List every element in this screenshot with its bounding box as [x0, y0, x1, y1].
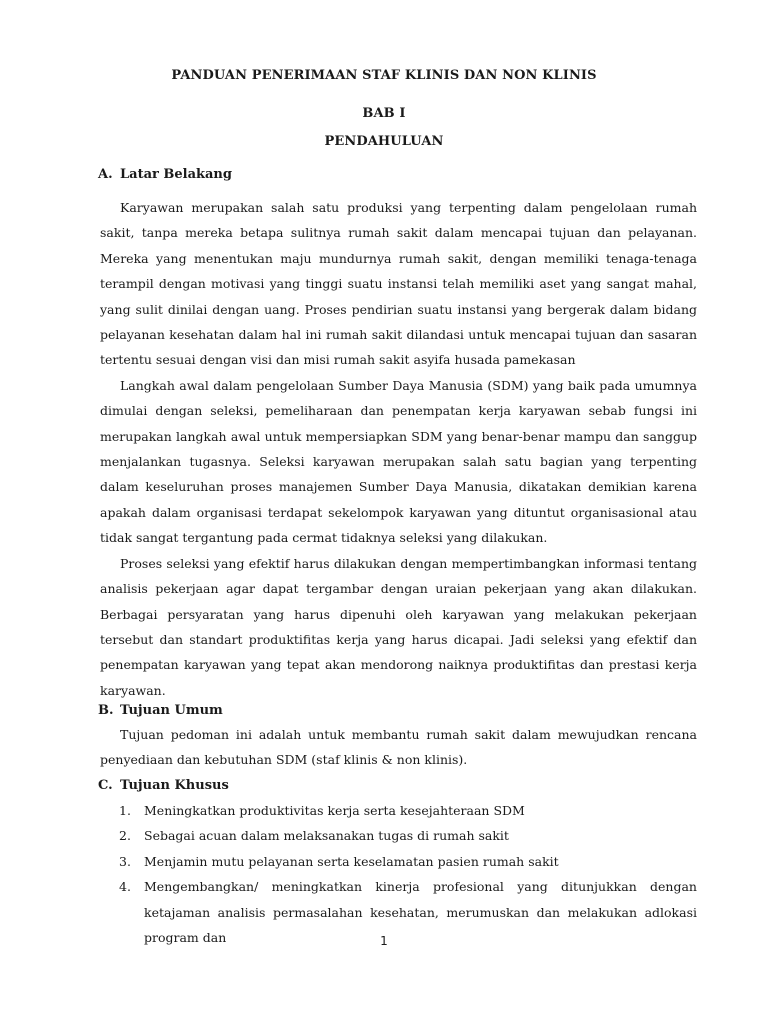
section-heading-tujuan-umum [98, 703, 223, 718]
section-title: Tujuan Umum [120, 703, 223, 718]
list-text: Meningkatkan produktivitas kerja serta kesejahteraan SDM [144, 803, 525, 818]
section-letter: B. [98, 703, 114, 718]
paragraph: Proses seleksi yang efektif harus dilakukan dengan mempertimbangkan informasi tentang analisis pekerjaan agar dapat tergambar dengan uraian pekerjaan yang akan dilakukan. Berbagai persyaratan yang harus dipenuhi oleh karyawan yang melakukan pekerjaan tersebut dan standart produktifitas kerja yang harus dicapai. Jadi seleksi yang efektif dan penempatan karyawan yang tepat akan mendorong naiknya produktifitas dan prestasi kerja karyawan. [100, 555, 697, 698]
list-item [100, 849, 697, 874]
list-item [100, 798, 697, 823]
list-number: 1. [119, 803, 131, 818]
list-number: 2. [119, 828, 131, 844]
document-title: PANDUAN PENERIMAAN STAF KLINIS DAN NON KLINIS [171, 68, 597, 83]
list-text: Mengembangkan/ meningkatkan kinerja profesional yang ditunjukkan dengan ketajaman analisis permasalahan kesehatan, merumuskan dan melakukan adlokasi program dan [144, 879, 697, 946]
section-heading-latar-belakang [98, 167, 232, 182]
section-heading-tujuan-khusus [98, 778, 229, 793]
page-number: 1 [380, 934, 388, 948]
section-title: Tujuan Khusus [120, 778, 229, 793]
paragraph: Tujuan pedoman ini adalah untuk membantu rumah sakit dalam mewujudkan rencana penyediaan dan kebutuhan SDM (staf klinis & non klinis). [100, 727, 697, 768]
section-body-latar-belakang [100, 195, 697, 703]
list-item [100, 823, 697, 848]
list-text: Menjamin mutu pelayanan serta keselamatan pasien rumah sakit [144, 853, 559, 869]
section-letter: C. [98, 778, 113, 793]
paragraph: Karyawan merupakan salah satu produksi yang terpenting dalam pengelolaan rumah sakit, tanpa mereka betapa sulitnya rumah sakit dalam mencapai tujuan dan pelayanan. Mereka yang menentukan maju mundurnya rumah sakit, dengan memiliki tenaga-tenaga terampil dengan motivasi yang tinggi suatu instansi telah memiliki aset yang sangat mahal, yang sulit dinilai dengan uang. Proses pendirian suatu instansi yang bergerak dalam bidang pelayanan kesehatan dalam hal ini rumah sakit dilandasi untuk mencapai tujuan dan sasaran tertentu sesuai dengan visi dan misi rumah sakit asyifa husada pamekasan [100, 200, 697, 368]
list-number: 3. [119, 853, 131, 869]
tujuan-khusus-list [100, 798, 697, 950]
paragraph: Langkah awal dalam pengelolaan Sumber Daya Manusia (SDM) yang baik pada umumnya dimulai dengan seleksi, pemeliharaan dan penempatan kerja karyawan sebab fungsi ini merupakan langkah awal untuk mempersiapkan SDM yang benar-benar mampu dan sanggup menjalankan tugasnya. Seleksi karyawan merupakan salah satu bagian yang terpenting dalam keseluruhan proses manajemen Sumber Daya Manusia, dikatakan demikian karena apakah dalam organisasi terdapat sekelompok karyawan yang dituntut organisasional atau tidak sangat tergantung pada cermat tidaknya seleksi yang dilakukan. [100, 377, 697, 546]
list-number: 4. [119, 879, 131, 895]
chapter-title: PENDAHULUAN [324, 134, 444, 149]
section-letter: A. [98, 167, 113, 182]
section-title: Latar Belakang [120, 167, 232, 182]
list-text: Sebagai acuan dalam melaksanakan tugas di rumah sakit [144, 828, 509, 844]
section-body-tujuan-umum [100, 722, 697, 773]
chapter-number: BAB I [362, 106, 406, 121]
